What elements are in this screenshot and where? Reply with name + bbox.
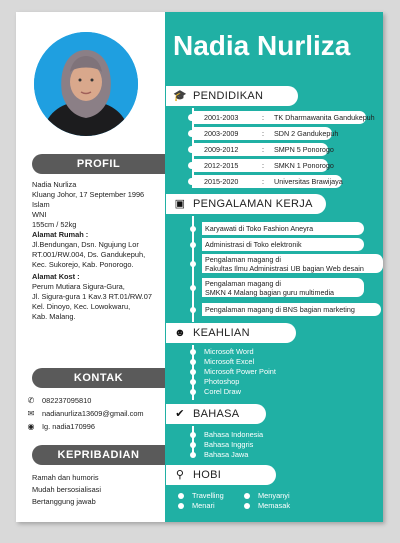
keahlian-heading: [166, 323, 296, 343]
bahasa-label: BAHASA: [193, 408, 240, 420]
kepribadian-item: Mudah bersosialisasi: [32, 485, 102, 494]
pengalaman-item: [202, 254, 383, 273]
alamat-kost-line: Perum Mutiara Sigura-Gura,: [32, 282, 125, 291]
keahlian-item: Microsoft Excel: [204, 357, 255, 366]
pengalaman-label: PENGALAMAN KERJA: [193, 198, 313, 210]
pengalaman-text: Karyawati di Toko Fashion Aneyra: [205, 224, 314, 233]
edu-sep: :: [262, 113, 264, 122]
keahlian-dot: [190, 389, 196, 395]
hobi-text: Memasak: [258, 501, 291, 510]
graduation-cap-icon: 🎓: [173, 90, 187, 102]
people-icon: ☻: [174, 327, 186, 339]
briefcase-icon: ▣: [174, 198, 186, 210]
edu-years: 2009-2012: [204, 145, 239, 154]
hobi-text: Menyanyi: [258, 491, 290, 500]
kepribadian-list: [32, 472, 167, 508]
edu-school: TK Dharmawanita Gandukepuh: [274, 113, 375, 122]
edu-sep: :: [262, 177, 264, 186]
alamat-kost-line: Jl. Sigura-gura 1 Kav.3 RT.01/RW.07: [32, 292, 152, 301]
keahlian-item: Corel Draw: [204, 387, 241, 396]
mail-icon: ✉: [27, 409, 35, 418]
pengalaman-text: SMKN 4 Malang bagian guru multimedia: [205, 288, 335, 297]
cv-page: [16, 12, 383, 522]
pengalaman-item: [202, 222, 364, 235]
contact-phone: [26, 395, 166, 407]
edu-sep: :: [262, 129, 264, 138]
edu-school: Universitas Brawijaya: [274, 177, 343, 186]
kepribadian-item: Bertanggung jawab: [32, 497, 96, 506]
contact-instagram: [26, 421, 166, 433]
bahasa-dot: [190, 442, 196, 448]
profil-name: Nadia Nurliza: [32, 180, 77, 189]
alamat-rumah-line: Jl.Bendungan, Dsn. Ngujung Lor: [32, 240, 139, 249]
keahlian-dot: [190, 359, 196, 365]
pengalaman-dot: [190, 307, 196, 313]
contact-email: [26, 408, 166, 420]
email-text: nadianurliza13609@gmail.com: [42, 409, 144, 418]
edu-years: 2012-2015: [204, 161, 239, 170]
pengalaman-text: Pengalaman magang di BNS bagian marketing: [205, 305, 355, 314]
keahlian-item: Photoshop: [204, 377, 240, 386]
hobi-label: HOBI: [193, 469, 222, 481]
pengalaman-item: [202, 278, 364, 297]
hobi-text: Menari: [192, 501, 215, 510]
keahlian-dot: [190, 349, 196, 355]
keahlian-label: KEAHLIAN: [193, 327, 250, 339]
hobi-heading: [166, 465, 276, 485]
edu-school: SMPN 5 Ponorogo: [274, 145, 334, 154]
alamat-rumah-label: Alamat Rumah :: [32, 230, 89, 239]
bahasa-item: Bahasa Inggris: [204, 440, 254, 449]
profile-photo: [34, 32, 138, 136]
hobi-item: [178, 491, 224, 500]
pengalaman-dot: [190, 226, 196, 232]
kontak-heading: KONTAK: [32, 368, 165, 388]
pendidikan-label: PENDIDIKAN: [193, 90, 264, 102]
edu-sep: :: [262, 161, 264, 170]
profil-birth: Kluang Johor, 17 September 1996: [32, 190, 145, 199]
hobi-item: [178, 501, 215, 510]
profil-nationality: WNI: [32, 210, 47, 219]
pengalaman-text: Fakultas Ilmu Administrasi UB bagian Web desain: [205, 264, 364, 273]
keahlian-item: Microsoft Word: [204, 347, 254, 356]
pengalaman-dot: [190, 261, 196, 267]
alamat-kost-label: Alamat Kost :: [32, 272, 80, 281]
search-icon: ⚲: [175, 469, 185, 481]
kepribadian-item: Ramah dan humoris: [32, 473, 99, 482]
pengalaman-heading: [166, 194, 326, 214]
alamat-kost-line: Kab. Malang.: [32, 312, 76, 321]
bahasa-dot: [190, 432, 196, 438]
pendidikan-heading: [166, 86, 298, 106]
profil-details: [32, 180, 167, 322]
keahlian-item: Microsoft Power Point: [204, 367, 276, 376]
edu-sep: :: [262, 145, 264, 154]
pengalaman-dot: [190, 285, 196, 291]
pengalaman-text: Administrasi di Toko elektronik: [205, 240, 302, 249]
alamat-kost-line: Kel. Dinoyo, Kec. Lowokwaru,: [32, 302, 131, 311]
kepribadian-heading: KEPRIBADIAN: [32, 445, 165, 465]
keahlian-dot: [190, 379, 196, 385]
edu-years: 2015-2020: [204, 177, 239, 186]
edu-school: SMKN 1 Ponorogo: [274, 161, 334, 170]
edu-years: 2001-2003: [204, 113, 239, 122]
hobi-text: Travelling: [192, 491, 224, 500]
edu-school: SDN 2 Gandukepuh: [274, 129, 339, 138]
candidate-name: Nadia Nurliza: [173, 30, 351, 61]
profil-body: 155cm / 52kg: [32, 220, 77, 229]
alamat-rumah-line: RT.001/RW.004, Ds. Gandukepuh,: [32, 250, 146, 259]
bahasa-item: Bahasa Jawa: [204, 450, 249, 459]
phone-icon: ✆: [27, 396, 35, 405]
pengalaman-dot: [190, 242, 196, 248]
phone-text: 082237095810: [42, 396, 92, 405]
pengalaman-item: [202, 303, 381, 316]
edu-years: 2003-2009: [204, 129, 239, 138]
keahlian-dot: [190, 369, 196, 375]
alamat-rumah-line: Kec. Sukorejo, Kab. Ponorogo.: [32, 260, 134, 269]
bahasa-heading: [166, 404, 266, 424]
pengalaman-text: Pengalaman magang di: [205, 279, 281, 288]
bahasa-item: Bahasa Indonesia: [204, 430, 264, 439]
hobi-item: [244, 501, 290, 510]
instagram-icon: ◉: [27, 422, 35, 431]
instagram-text: Ig. nadia170996: [42, 422, 96, 431]
profil-heading: PROFIL: [32, 154, 165, 174]
hobi-item: [244, 491, 290, 500]
bahasa-dot: [190, 452, 196, 458]
check-circle-icon: ✔: [175, 408, 185, 420]
pengalaman-item: [202, 238, 364, 251]
profil-religion: Islam: [32, 200, 50, 209]
pengalaman-text: Pengalaman magang di: [205, 255, 281, 264]
